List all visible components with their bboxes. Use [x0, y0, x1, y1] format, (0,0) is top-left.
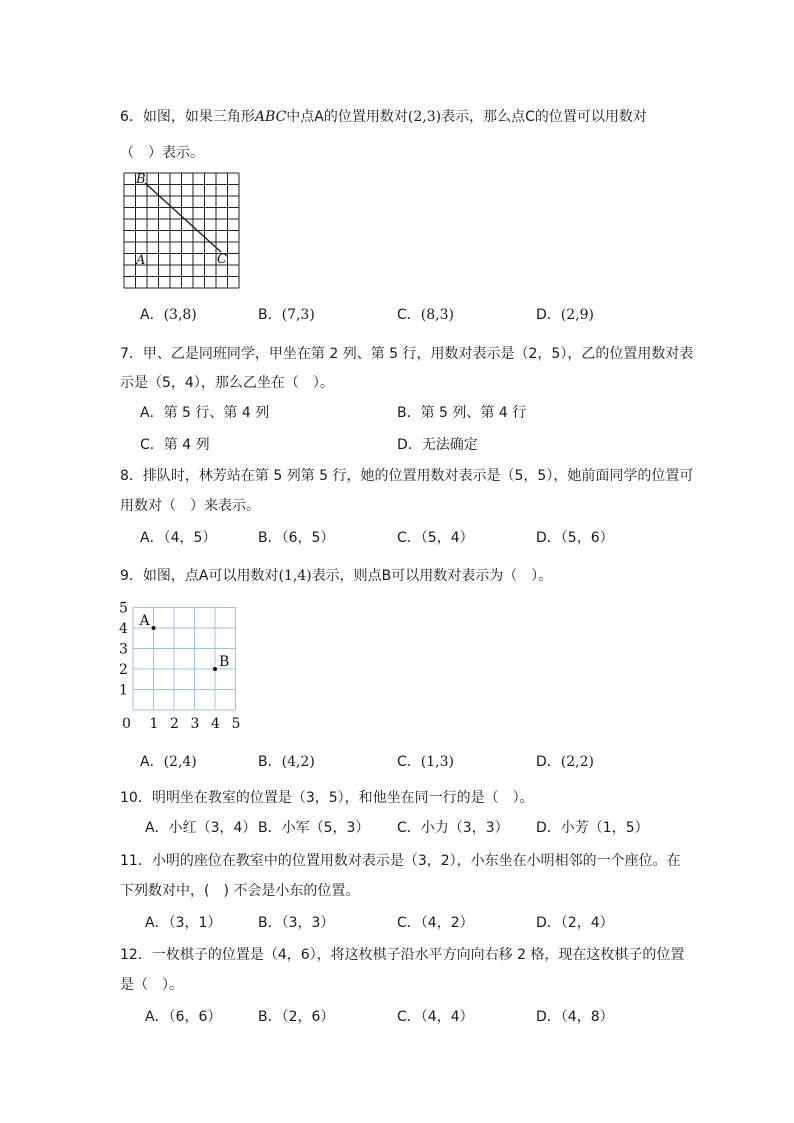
- q9-option-value: (1,3): [420, 754, 454, 770]
- q10-option-c[interactable]: C．小力（3，3）: [397, 820, 509, 836]
- q11-option-value: （2，4）: [560, 915, 614, 931]
- q9-x-tick-label: 5: [231, 716, 241, 732]
- q9-coordinate-figure: [112, 600, 252, 734]
- q12-option-a[interactable]: [145, 1007, 221, 1027]
- q10-stem: 10．明明坐在教室的位置是（3，5），和他坐在同一行的是（ ）。: [120, 790, 534, 806]
- q9-stem: [120, 566, 552, 586]
- q12-option-value: （4，8）: [560, 1009, 614, 1025]
- q9-option-letter: C．: [397, 754, 421, 770]
- q6-grid-figure: [123, 172, 241, 290]
- q11-option-b[interactable]: [258, 913, 334, 933]
- q11-option-letter: B．: [258, 915, 282, 931]
- q8-option-letter: C．: [397, 530, 421, 546]
- q11-option-d[interactable]: [536, 913, 614, 933]
- q11-option-letter: D．: [536, 915, 561, 931]
- q6-option-value: (3,8): [163, 307, 197, 323]
- q11-stem-line2: 下列数对中，( ) 不会是小东的位置。: [120, 883, 360, 899]
- q6-option-value: (8,3): [420, 307, 454, 323]
- q12-option-value: （4，4）: [420, 1009, 474, 1025]
- q12-option-value: （2，6）: [281, 1009, 335, 1025]
- q10-option-b[interactable]: B．小军（5，3）: [258, 820, 370, 836]
- q6-option-c[interactable]: [397, 305, 454, 325]
- q6-label-a: A: [136, 253, 146, 268]
- q8-option-letter: D．: [536, 530, 561, 546]
- q9-point-a: [152, 626, 156, 630]
- q12-option-c[interactable]: [397, 1007, 474, 1027]
- q8-stem-line2: 用数对（ ）来表示。: [120, 498, 260, 514]
- q9-option-b[interactable]: [258, 752, 315, 772]
- q9-x-tick-label: 1: [149, 716, 159, 732]
- q6-option-a[interactable]: [140, 305, 197, 325]
- q9-option-d[interactable]: [536, 752, 594, 772]
- q11-option-value: （3，1）: [168, 915, 222, 931]
- q12-stem-line1: 12．一枚棋子的位置是（4，6），将这枚棋子沿水平方向向右移 2 格，现在这枚棋子的位置: [120, 947, 685, 963]
- q8-option-value: （5，4）: [420, 530, 474, 546]
- q9-text-a: 9．如图，点A可以用数对: [120, 568, 279, 584]
- q6-stem-line1: [120, 107, 647, 127]
- q6-option-value: (2,9): [560, 307, 594, 323]
- q6-option-letter: A．: [140, 307, 164, 323]
- q9-y-tick-labels: [119, 601, 128, 699]
- q9-label-b: B: [219, 654, 230, 670]
- q12-option-b[interactable]: [258, 1007, 334, 1027]
- q7-option-d[interactable]: D．无法确定: [397, 437, 478, 453]
- q9-option-value: (2,2): [560, 754, 594, 770]
- q9-x-tick-label: 4: [211, 716, 220, 732]
- q9-option-c[interactable]: [397, 752, 454, 772]
- q6-option-d[interactable]: [536, 305, 594, 325]
- q6-option-b[interactable]: [258, 305, 315, 325]
- q9-y-tick-label: 3: [119, 641, 128, 658]
- q6-text-a: 如图，如果三角形: [142, 109, 255, 125]
- q6-option-letter: D．: [536, 307, 561, 323]
- q9-x-tick-label: 2: [170, 716, 179, 732]
- q6-triangle-name: ABC: [254, 109, 287, 125]
- q9-y-tick-label: 4: [119, 621, 128, 637]
- q7-option-a[interactable]: A．第 5 行、第 4 列: [140, 405, 270, 421]
- q12-option-d[interactable]: [536, 1007, 614, 1027]
- q6-number: 6．: [120, 109, 143, 125]
- q12-option-letter: B．: [258, 1009, 282, 1025]
- q6-option-letter: C．: [397, 307, 421, 323]
- q11-option-value: （4，2）: [420, 915, 474, 931]
- q12-option-value: （6，6）: [168, 1009, 222, 1025]
- q6-option-letter: B．: [258, 307, 282, 323]
- q6-text-c: 表示，那么点C的位置可以用数对: [441, 109, 647, 125]
- q9-pair: (1,4): [278, 568, 312, 584]
- q10-option-a[interactable]: A．小红（3，4）: [145, 820, 257, 836]
- q8-option-d[interactable]: [536, 528, 614, 548]
- q9-point-b: [213, 667, 217, 671]
- q6-option-value: (7,3): [281, 307, 315, 323]
- q9-y-tick-label: 5: [119, 600, 128, 617]
- q9-option-value: (2,4): [163, 754, 197, 770]
- q8-option-letter: A．: [140, 530, 164, 546]
- q7-option-c[interactable]: C．第 4 列: [140, 437, 210, 453]
- q9-x-tick-label: 3: [190, 716, 200, 732]
- q9-option-letter: B．: [258, 754, 282, 770]
- q6-stem-line2: （ ）表示。: [120, 145, 204, 161]
- q11-option-letter: A．: [145, 915, 169, 931]
- q11-option-value: （3，3）: [281, 915, 335, 931]
- q12-option-letter: C．: [397, 1009, 421, 1025]
- q8-stem-line1: 8．排队时，林芳站在第 5 列第 5 行，她的位置用数对表示是（5，5），她前面同学的位置可: [120, 468, 694, 484]
- q6-grid-lines: [124, 173, 239, 288]
- q12-option-letter: D．: [536, 1009, 561, 1025]
- q9-y-tick-label: 2: [119, 662, 128, 678]
- q11-option-a[interactable]: [145, 913, 221, 933]
- q10-option-d[interactable]: D．小芳（1，5）: [536, 820, 649, 836]
- q12-option-letter: A．: [145, 1009, 169, 1025]
- q6-label-b: B: [136, 172, 146, 187]
- q9-option-value: (4,2): [281, 754, 315, 770]
- q9-option-letter: A．: [140, 754, 164, 770]
- q7-stem-line1: 7．甲、乙是同班同学，甲坐在第 2 列、第 5 行，用数对表示是（2，5），乙的位置用数对表: [120, 346, 694, 362]
- q8-option-letter: B．: [258, 530, 282, 546]
- q9-option-letter: D．: [536, 754, 561, 770]
- q12-stem-line2: 是（ ）。: [120, 977, 183, 993]
- q9-y-tick-label: 1: [119, 682, 128, 699]
- q9-x-tick-labels: [122, 716, 240, 732]
- q9-option-a[interactable]: [140, 752, 197, 772]
- q11-stem-line1: 11．小明的座位在教室中的位置用数对表示是（3，2），小东坐在小明相邻的一个座位。在: [120, 853, 681, 869]
- q6-pair: (2,3): [407, 109, 442, 125]
- q7-stem-line2: 示是（5，4），那么乙坐在（ ）。: [120, 375, 334, 391]
- q8-option-value: （6，5）: [281, 530, 335, 546]
- q9-label-a: A: [139, 613, 150, 629]
- q6-text-b: 中点A的位置用数对: [286, 109, 408, 125]
- q8-option-value: （4，5）: [163, 530, 217, 546]
- q11-option-c[interactable]: [397, 913, 474, 933]
- q11-option-letter: C．: [397, 915, 421, 931]
- q6-label-c: C: [217, 252, 227, 267]
- q8-option-a[interactable]: [140, 528, 216, 548]
- q9-x-tick-label: 0: [122, 716, 131, 732]
- q7-option-b[interactable]: B．第 5 列、第 4 行: [397, 405, 527, 421]
- q8-option-value: （5，6）: [560, 530, 614, 546]
- q8-option-c[interactable]: [397, 528, 474, 548]
- q8-option-b[interactable]: [258, 528, 334, 548]
- q9-text-b: 表示，则点B可以用数对表示为（ ）。: [311, 568, 553, 584]
